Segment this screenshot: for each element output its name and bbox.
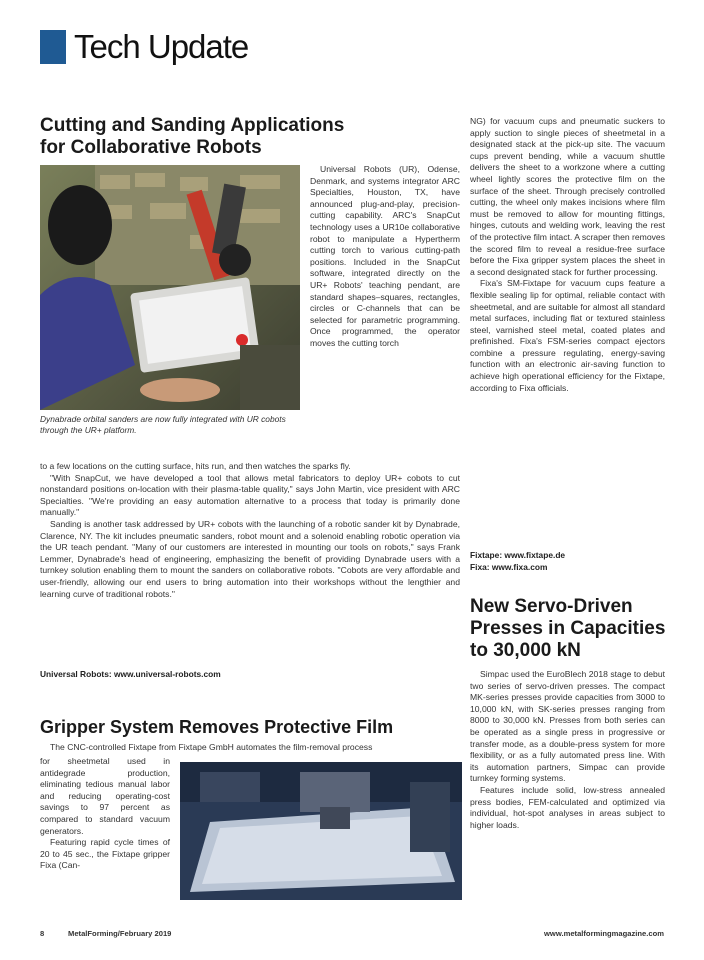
article3-body: Simpac used the EuroBlech 2018 stage to debut two series of servo-driven presses. The compact MK-series presses provide capacities from 3000 to 10,000 kN, with SK-series presses ranging from 8000 to 30,000 kN. Presses from both series can be operated as a single press in progressive or transfer mode, as a double-press system for more flexibility, or as a fully automated press line. With its automation partners, Simpac can provide turnkey forming systems. Features include solid, low-stress annealed press bodies, FEM-calculated and optimized via individual, hot-spot analyses in areas subject to higher loads. xyxy=(470,669,665,830)
article2-body: for sheetmetal used in antidegrade production, eliminating tedious manual labor and reducing operating-cost savings to 97 percent as compared to standard vacuum generators. Featuring rapid cycle times of 20 to 45 sec., the Fixtape gripper Fixa (Can- xyxy=(40,756,170,871)
article1-intro-text: Universal Robots (UR), Odense, Denmark, and systems integrator ARC Specialties, Houston, TX, have announced plug-and-play, precision-cutting capability. ARC's SnapCut technology uses a UR10e collaborative robot to manipulate a Hypertherm cutting torch to various cutting-path positions. Included in the SnapCut software, integrated directly on the UR+ Robots' teaching pendant, are standard shapes–squares, rectangles, circles or C-channels that can be selected for parametric programming. Once programmed, the operator moves the cutting torch xyxy=(310,164,460,348)
article2-title: Gripper System Removes Protective Film xyxy=(40,717,394,737)
fixtape-source: Fixtape: www.fixtape.de xyxy=(470,550,566,560)
article2-lead: The CNC-controlled Fixtape from Fixtape GmbH automates the film-removal process xyxy=(50,742,373,752)
article1-body: to a few locations on the cutting surface, hits run, and then watches the sparks fly. "With SnapCut, we have developed a tool that allows metal fabricators to deploy UR+ cobots to cut nonstandard positions on-location with their plasma-table quality," says John Martin, vice president with ARC Specialties. "We're providing an easy automation alternative to a process that today is primarily done manually." Sanding is another task addressed by UR+ cobots with the launching of a robotic sander kit by Dynabrade, Clarence, NY. The kit includes pneumatic sanders, robot mount and a solenoid enabling robotic operation via the UR teach pendant. "Many of our customers are interested in mounting our tools on robots," says Frank Lemmer, Dynabrade's head of engineering, emphasizing the benefit of providing Dynabrade users with a turnkey solution enabling them to mount the sanders on collaborative robots. "Cobots are very affordable and user-friendly, allowing our end users to bring automation into their workshops without the lengthier and learning curve of traditional robots." xyxy=(40,461,460,599)
header-accent-bar xyxy=(40,30,66,64)
article3-title: New Servo-Driven Presses in Capacities to 30,000 kN xyxy=(470,596,666,661)
article1-source: Universal Robots: www.universal-robots.com xyxy=(40,669,221,679)
footer-website: www.metalformingmagazine.com xyxy=(544,929,664,938)
right-column-text: NG) for vacuum cups and pneumatic suckers to apply suction to single pieces of sheetmetal in a designated stack at the pick-up site. The vacuum cups prevent bending, while a vacuum shuttle delivers the sheet to a workzone where a cutting wheel lightly scores the protective film on the surface of the sheet. Through precisely controlled cutting, the wheel only makes incisions where film must be removed to allow for mounting fittings, hinges, cutouts and welding work, leaving the rest of the protective film intact. A scraper then removes the scored film to reveal a residue-free surface before the Fixa gripper system places the sheet in a second designated stack for further processing. Fixa's SM-Fixtape for vacuum cups feature a flexible sealing lip for optimal, reliable contact with sheetmetal, and are suitable for almost all standard metal surfaces, including flat or textured stainless steel, varnished steel metal, coated plates and prefinished. Fixa's FSM-series compact ejectors combine a pressure regulating, energy-saving function with an electronic air-saving function to achieve high operational efficiency for the Fixtape, according to Fixa officials. xyxy=(470,116,665,393)
fixa-source: Fixa: www.fixa.com xyxy=(470,562,548,572)
article1-title: Cutting and Sanding Applications for Collaborative Robots xyxy=(40,115,345,158)
footer-publication: MetalForming/February 2019 xyxy=(68,929,172,938)
cobot-sander-photo xyxy=(40,165,300,410)
gripper-photo-graphic xyxy=(180,762,462,900)
photo-caption: Dynabrade orbital sanders are now fully integrated with UR cobots through the UR+ platform. xyxy=(40,414,286,435)
page-number: 8 xyxy=(40,929,45,938)
cobot-photo-graphic xyxy=(40,165,300,410)
section-title: Tech Update xyxy=(74,28,249,65)
gripper-system-photo xyxy=(180,762,462,900)
